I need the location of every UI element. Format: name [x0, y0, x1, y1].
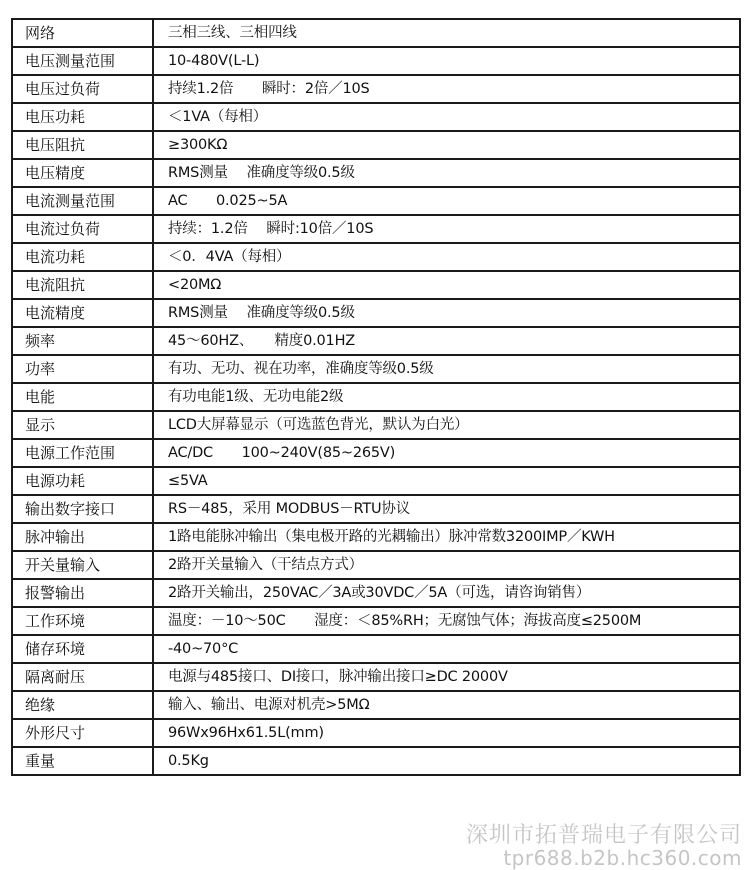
spec-label: 电流功耗	[12, 243, 153, 271]
table-row	[12, 691, 740, 719]
spec-label: 重量	[12, 747, 153, 775]
spec-table-body	[12, 19, 740, 775]
spec-value: 三相三线、三相四线	[153, 19, 740, 47]
spec-value: 有功电能1级、无功电能2级	[153, 383, 740, 411]
watermark-url: tpr688.b2b.hc360.com	[503, 846, 742, 870]
spec-label: 储存环境	[12, 635, 153, 663]
spec-value: 2路开关输出，250VAC／3A或30VDC／5A（可选，请咨询销售）	[153, 579, 740, 607]
spec-value: 温度：－10～50C 湿度：＜85%RH；无腐蚀气体；海拔高度≤2500M	[153, 607, 740, 635]
spec-label: 电压测量范围	[12, 47, 153, 75]
table-row	[12, 579, 740, 607]
spec-label: 电流测量范围	[12, 187, 153, 215]
spec-label: 电流精度	[12, 299, 153, 327]
spec-value: 持续1.2倍 瞬时：2倍／10S	[153, 75, 740, 103]
spec-value: 96Wx96Hx61.5L(mm)	[153, 719, 740, 747]
spec-label: 电压功耗	[12, 103, 153, 131]
spec-value: <20MΩ	[153, 271, 740, 299]
table-row	[12, 663, 740, 691]
spec-label: 绝缘	[12, 691, 153, 719]
table-row	[12, 271, 740, 299]
table-row	[12, 75, 740, 103]
spec-value: 输入、输出、电源对机壳>5MΩ	[153, 691, 740, 719]
spec-label: 电源工作范围	[12, 439, 153, 467]
table-row	[12, 495, 740, 523]
table-row	[12, 327, 740, 355]
spec-label: 工作环境	[12, 607, 153, 635]
table-row	[12, 187, 740, 215]
table-row	[12, 467, 740, 495]
spec-value: -40~70°C	[153, 635, 740, 663]
spec-label: 电能	[12, 383, 153, 411]
spec-value: ＜1VA（每相）	[153, 103, 740, 131]
spec-value: ≤5VA	[153, 467, 740, 495]
spec-label: 电压精度	[12, 159, 153, 187]
table-row	[12, 411, 740, 439]
spec-label: 报警输出	[12, 579, 153, 607]
spec-label: 电流阻抗	[12, 271, 153, 299]
table-row	[12, 131, 740, 159]
spec-label: 输出数字接口	[12, 495, 153, 523]
table-row	[12, 607, 740, 635]
spec-value: AC 0.025~5A	[153, 187, 740, 215]
table-row	[12, 635, 740, 663]
spec-label: 电源功耗	[12, 467, 153, 495]
table-row	[12, 355, 740, 383]
table-row	[12, 747, 740, 775]
spec-value: LCD大屏幕显示（可选蓝色背光，默认为白光）	[153, 411, 740, 439]
spec-label: 脉冲输出	[12, 523, 153, 551]
spec-value: 45～60HZ、 精度0.01HZ	[153, 327, 740, 355]
spec-value: 2路开关量输入（干结点方式）	[153, 551, 740, 579]
table-row	[12, 551, 740, 579]
spec-label: 功率	[12, 355, 153, 383]
spec-value: RMS测量 准确度等级0.5级	[153, 159, 740, 187]
spec-label: 电流过负荷	[12, 215, 153, 243]
table-row	[12, 243, 740, 271]
spec-table	[11, 18, 741, 776]
spec-label: 电压阻抗	[12, 131, 153, 159]
table-row	[12, 299, 740, 327]
table-row	[12, 719, 740, 747]
spec-label: 频率	[12, 327, 153, 355]
spec-label: 网络	[12, 19, 153, 47]
spec-value: RS－485，采用 MODBUS－RTU协议	[153, 495, 740, 523]
spec-label: 显示	[12, 411, 153, 439]
table-row	[12, 215, 740, 243]
table-row	[12, 47, 740, 75]
spec-value: 电源与485接口、DI接口，脉冲输出接口≥DC 2000V	[153, 663, 740, 691]
spec-label: 隔离耐压	[12, 663, 153, 691]
spec-value: 10-480V(L-L)	[153, 47, 740, 75]
spec-value: 有功、无功、视在功率，准确度等级0.5级	[153, 355, 740, 383]
spec-value: 0.5Kg	[153, 747, 740, 775]
spec-label: 开关量输入	[12, 551, 153, 579]
spec-value: 持续：1.2倍 瞬时:10倍／10S	[153, 215, 740, 243]
spec-value: 1路电能脉冲输出（集电极开路的光耦输出）脉冲常数3200IMP／KWH	[153, 523, 740, 551]
spec-value: ＜0．4VA（每相）	[153, 243, 740, 271]
table-row	[12, 383, 740, 411]
spec-label: 外形尺寸	[12, 719, 153, 747]
spec-label: 电压过负荷	[12, 75, 153, 103]
spec-value: RMS测量 准确度等级0.5级	[153, 299, 740, 327]
table-row	[12, 103, 740, 131]
table-row	[12, 159, 740, 187]
table-row	[12, 439, 740, 467]
watermark-company: 深圳市拓普瑞电子有限公司	[465, 823, 742, 848]
table-row	[12, 19, 740, 47]
spec-value: AC/DC 100~240V(85~265V)	[153, 439, 740, 467]
spec-value: ≥300KΩ	[153, 131, 740, 159]
table-row	[12, 523, 740, 551]
